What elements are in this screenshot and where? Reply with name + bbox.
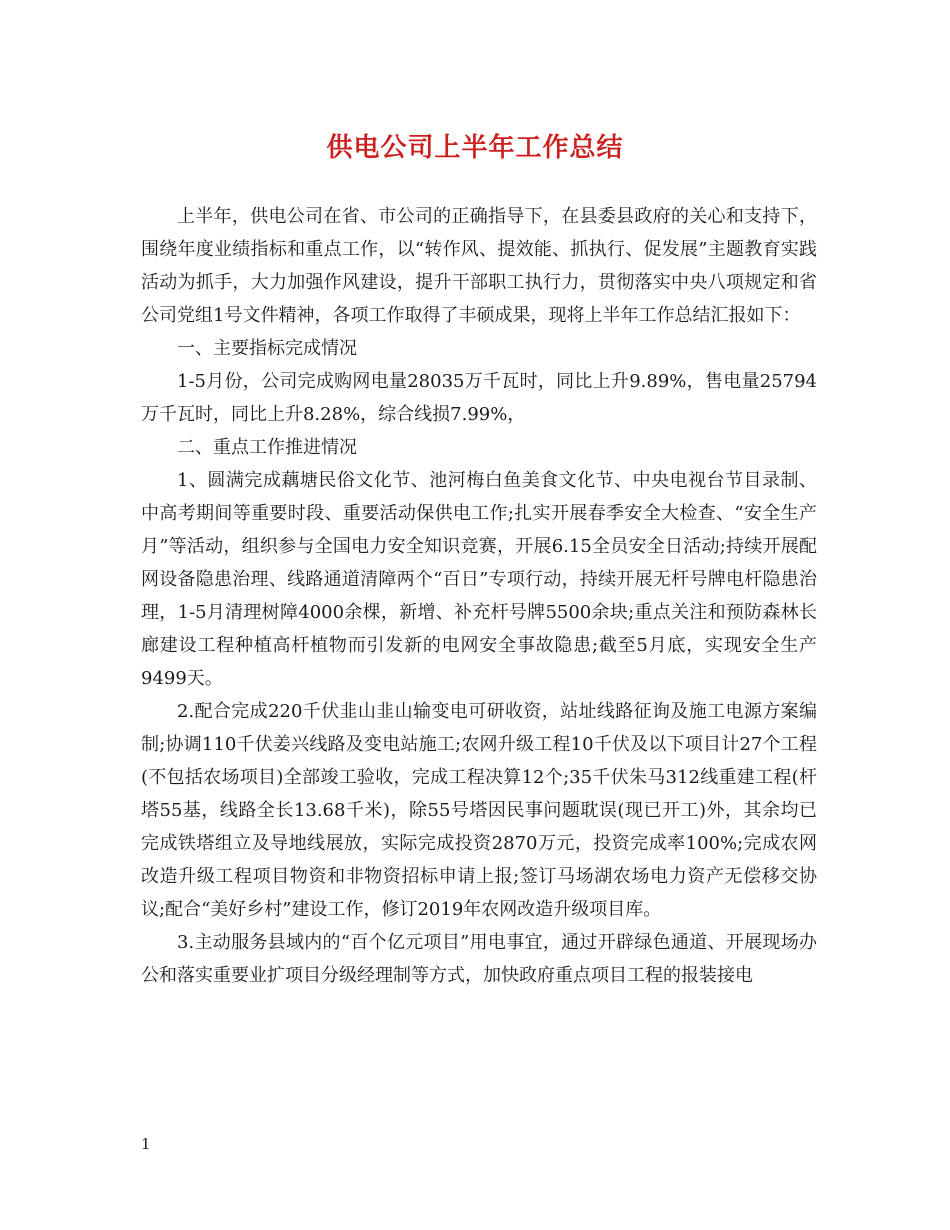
section-heading-key-work: 二、重点工作推进情况 [177,437,357,458]
section-heading-main-indicators: 一、主要指标完成情况 [177,338,357,359]
intro-paragraph: 上半年，供电公司在省、市公司的正确指导下，在县委县政府的关心和支持下，围绕年度业绩指标和重点工作，以“转作风、提效能、抓执行、促发展”主题教育实践活动为抓手，大力加强作风建设，提升干部职工执行力，贯彻落实中央八项规定和省公司党组1号文件精神，各项工作取得了丰硕成果，现将上半年工作总结汇报如下： [141,206,817,326]
page-number: 1 [141,1135,151,1153]
document-title: 供电公司上半年工作总结 [326,133,624,163]
key-work-item-3: 3.主动服务县域内的“百个亿元项目”用电事宜，通过开辟绿色通道、开展现场办公和落实重要业扩项目分级经理制等方式，加快政府重点项目工程的报装接电 [141,932,817,986]
document-body [141,200,817,992]
key-work-item-1: 1、圆满完成藕塘民俗文化节、池河梅白鱼美食文化节、中央电视台节目录制、中高考期间等重要时段、重要活动保供电工作;扎实开展春季安全大检查、“安全生产月”等活动，组织参与全国电力安全知识竞赛，开展6.15全员安全日活动;持续开展配网设备隐患治理、线路通道清障两个“百日”专项行动，持续开展无杆号牌电杆隐患治理，1-5月清理树障4000余棵，新增、补充杆号牌5500余块;重点关注和预防森林长廊建设工程种植高杆植物而引发新的电网安全事故隐患;截至5月底，实现安全生产9499天。 [141,470,817,689]
key-work-item-2: 2.配合完成220千伏韭山韭山输变电可研收资，站址线路征询及施工电源方案编制;协调110千伏姜兴线路及变电站施工;农网升级工程10千伏及以下项目计27个工程(不包括农场项目)全部竣工验收，完成工程决算12个;35千伏朱马312线重建工程(杆塔55基，线路全长13.68千米)，除55号塔因民事问题耽误(现已开工)外，其余均已完成铁塔组立及导地线展放，实际完成投资2870万元，投资完成率100%;完成农网改造升级工程项目物资和非物资招标申请上报;签订马场湖农场电力资产无偿移交协议;配合“美好乡村”建设工作，修订2019年农网改造升级项目库。 [141,701,817,920]
indicators-paragraph: 1-5月份，公司完成购网电量28035万千瓦时，同比上升9.89%，售电量25794万千瓦时，同比上升8.28%，综合线损7.99%， [141,371,817,425]
